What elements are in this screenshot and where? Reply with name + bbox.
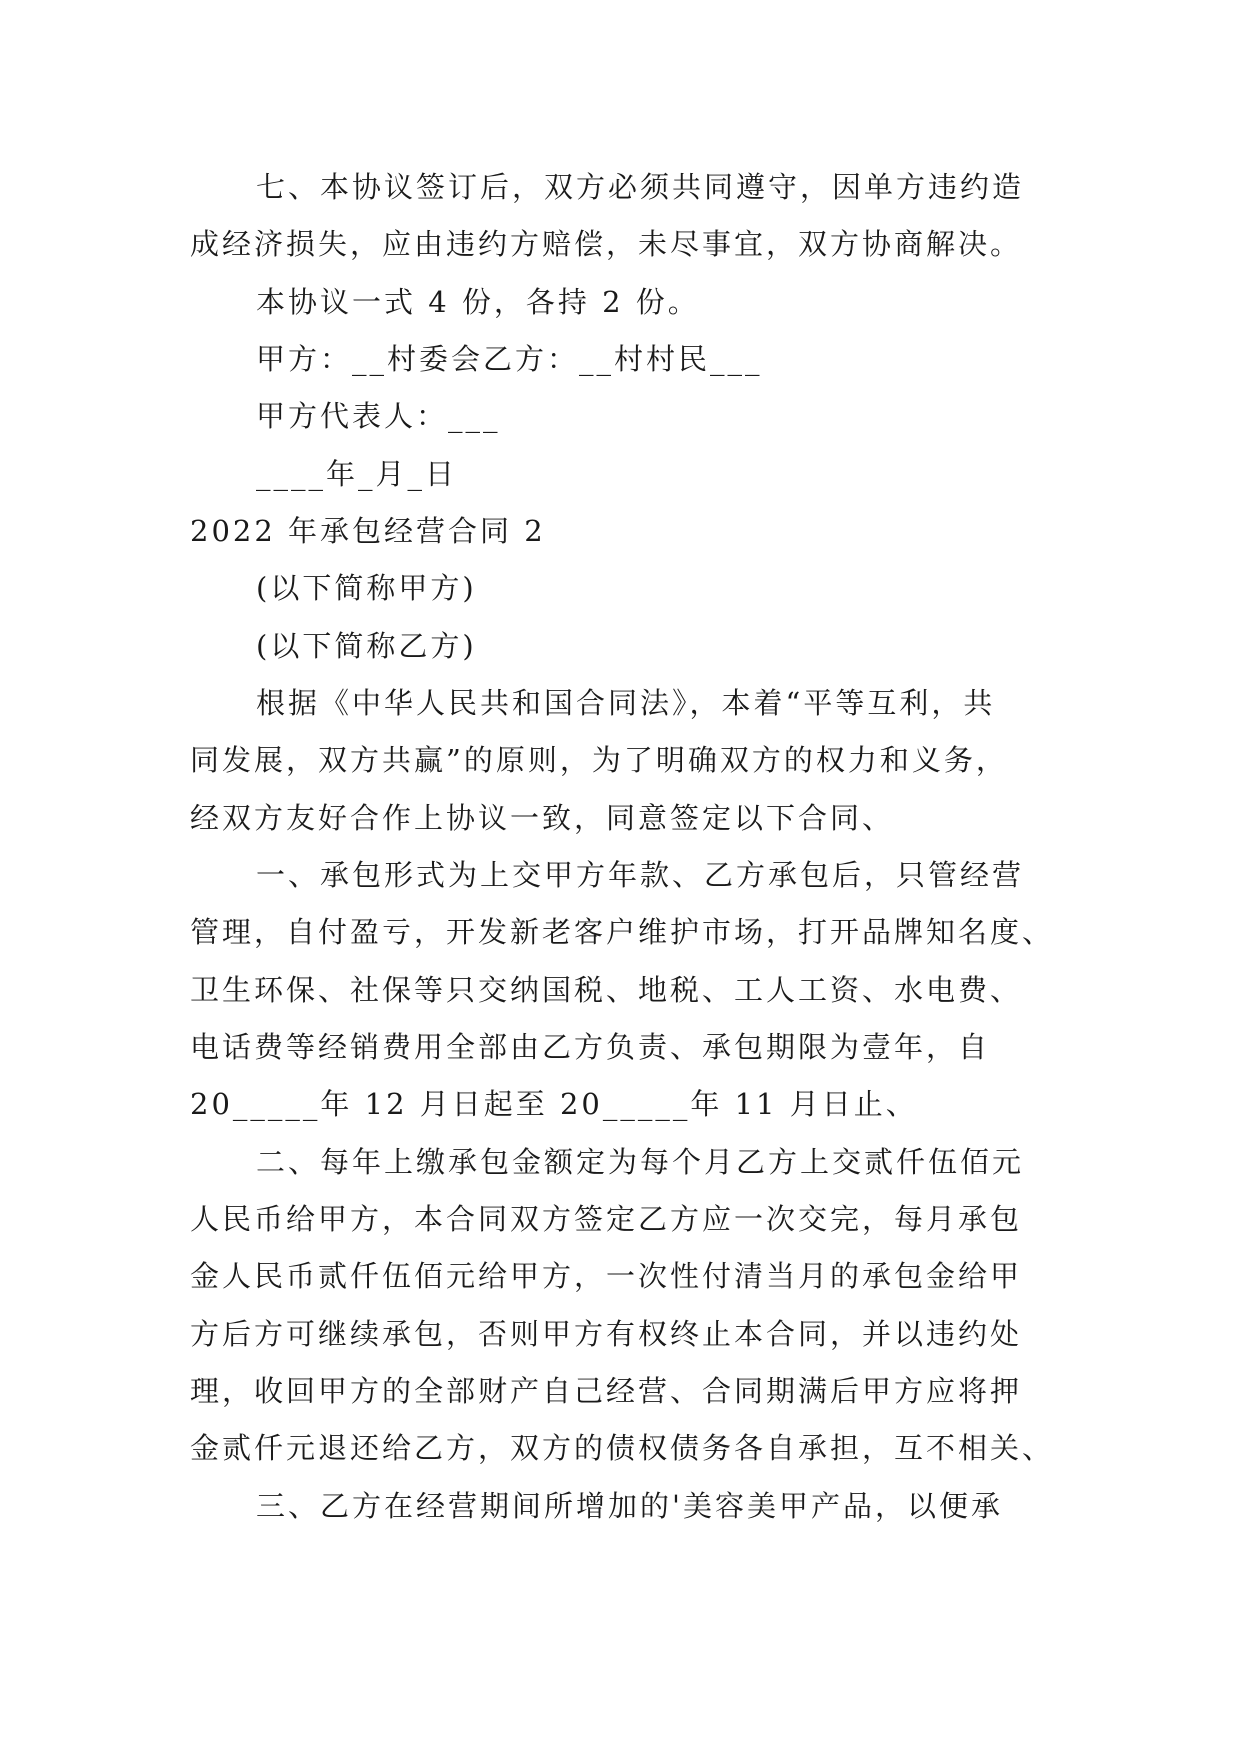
clause-1-line-3: 卫生环保、社保等只交纳国税、地税、工人工资、水电费、 bbox=[190, 973, 1023, 1007]
clause-2-line-2: 人民币给甲方，本合同双方签定乙方应一次交完，每月承包 bbox=[190, 1202, 1023, 1236]
party-b-note: (以下简称乙方) bbox=[256, 629, 477, 663]
clause-1-line-4: 电话费等经销费用全部由乙方负责、承包期限为壹年，自 bbox=[190, 1030, 991, 1064]
clause-2-line-1: 二、每年上缴承包金额定为每个月乙方上交贰仟伍佰元 bbox=[256, 1145, 1025, 1179]
preamble-line-2: 同发展，双方共赢”的原则，为了明确双方的权力和义务， bbox=[190, 743, 1008, 777]
clause-1-line-2: 管理，自付盈亏，开发新老客户维护市场，打开品牌知名度、 bbox=[190, 915, 1055, 949]
parties-line: 甲方：__村委会乙方：__村村民___ bbox=[256, 342, 763, 376]
clause-2-line-3: 金人民币贰仟伍佰元给甲方，一次性付清当月的承包金给甲 bbox=[190, 1259, 1023, 1293]
clause-2-line-6: 金贰仟元退还给乙方，双方的债权债务各自承担，互不相关、 bbox=[190, 1431, 1055, 1465]
clause-3-line-1: 三、乙方在经营期间所增加的'美容美甲产品，以便承 bbox=[256, 1489, 1003, 1523]
contract-title: 2022 年承包经营合同 2 bbox=[190, 514, 546, 548]
clause-1-line-5: 20_____年 12 月日起至 20_____年 11 月日止、 bbox=[190, 1087, 918, 1121]
clause-2-line-4: 方后方可继续承包，否则甲方有权终止本合同，并以违约处 bbox=[190, 1317, 1023, 1351]
preamble-line-3: 经双方友好合作上协议一致，同意签定以下合同、 bbox=[190, 801, 895, 835]
clause-1-line-1: 一、承包形式为上交甲方年款、乙方承包后，只管经营 bbox=[256, 858, 1025, 892]
party-a-representative-line: 甲方代表人：___ bbox=[256, 399, 501, 433]
paragraph-7-line-2: 成经济损失，应由违约方赔偿，未尽事宜，双方协商解决。 bbox=[190, 227, 1023, 261]
paragraph-7-line-1: 七、本协议签订后，双方必须共同遵守，因单方违约造 bbox=[256, 170, 1025, 204]
preamble-line-1: 根据《中华人民共和国合同法》，本着“平等互利，共 bbox=[256, 686, 996, 720]
party-a-note: (以下简称甲方) bbox=[256, 571, 477, 605]
copies-line: 本协议一式 4 份，各持 2 份。 bbox=[256, 285, 700, 319]
clause-2-line-5: 理，收回甲方的全部财产自己经营、合同期满后甲方应将押 bbox=[190, 1374, 1023, 1408]
date-line: ____年_月_日 bbox=[256, 457, 458, 491]
